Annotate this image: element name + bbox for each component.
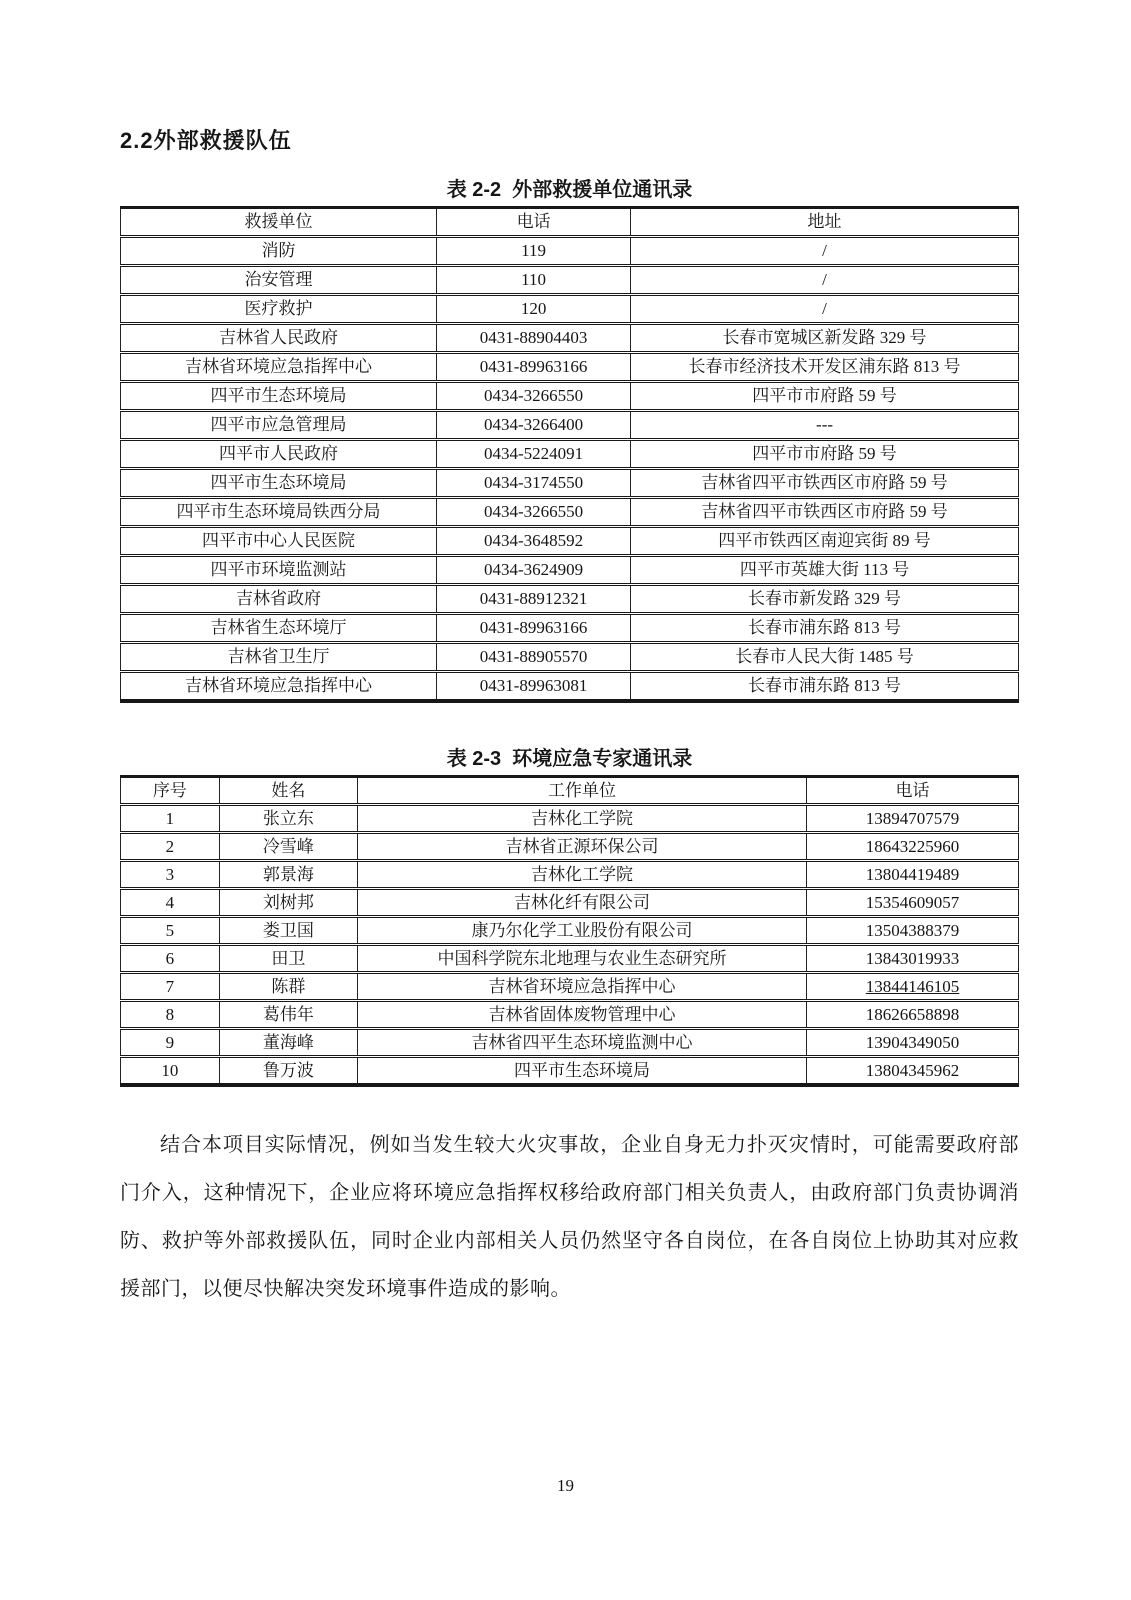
table-cell: 0434-3624909 <box>437 556 631 585</box>
table-cell: 陈群 <box>219 973 357 1001</box>
table-cell: 4 <box>121 889 220 917</box>
table-cell: 吉林省四平市铁西区市府路 59 号 <box>631 469 1019 498</box>
table-cell: 吉林省四平生态环境监测中心 <box>358 1029 807 1057</box>
table-cell: 长春市浦东路 813 号 <box>631 614 1019 643</box>
table-cell: 吉林省四平市铁西区市府路 59 号 <box>631 498 1019 527</box>
table-cell: 1 <box>121 805 220 833</box>
external-rescue-units-table <box>120 206 1019 703</box>
table-cell: 120 <box>437 295 631 324</box>
table-cell: / <box>631 266 1019 295</box>
table-cell: 6 <box>121 945 220 973</box>
section-heading: 2.2外部救援队伍 <box>120 128 292 153</box>
table-row <box>121 833 1019 861</box>
table-cell: 0434-3266550 <box>437 382 631 411</box>
table-row <box>121 889 1019 917</box>
table-cell: 董海峰 <box>219 1029 357 1057</box>
table-cell: 四平市中心人民医院 <box>121 527 437 556</box>
table-cell: 田卫 <box>219 945 357 973</box>
table-cell: 四平市生态环境局 <box>121 469 437 498</box>
table-cell: 0431-89963166 <box>437 353 631 382</box>
table-cell: 0434-3174550 <box>437 469 631 498</box>
table-cell: 吉林化工学院 <box>358 861 807 889</box>
table-cell: 0431-88912321 <box>437 585 631 614</box>
table-cell: 四平市铁西区南迎宾街 89 号 <box>631 527 1019 556</box>
column-header: 电话 <box>437 208 631 237</box>
table-cell: 四平市市府路 59 号 <box>631 440 1019 469</box>
table-cell: 医疗救护 <box>121 295 437 324</box>
table-cell: 四平市生态环境局铁西分局 <box>121 498 437 527</box>
table-row <box>121 498 1019 527</box>
table-cell: 长春市经济技术开发区浦东路 813 号 <box>631 353 1019 382</box>
table-cell: 7 <box>121 973 220 1001</box>
underlined-phone: 13844146105 <box>865 977 960 996</box>
column-header: 救援单位 <box>121 208 437 237</box>
table-cell: 刘树邦 <box>219 889 357 917</box>
table-cell: 0434-5224091 <box>437 440 631 469</box>
table-row <box>121 1001 1019 1029</box>
table-cell: 3 <box>121 861 220 889</box>
table-row <box>121 237 1019 266</box>
table-2-2-caption: 表 2-2 外部救援单位通讯录 <box>446 179 693 201</box>
table-row <box>121 861 1019 889</box>
table-cell: 13804345962 <box>807 1057 1019 1086</box>
table-cell: 吉林省生态环境厅 <box>121 614 437 643</box>
table-cell: 吉林省环境应急指挥中心 <box>121 672 437 702</box>
table-cell: 张立东 <box>219 805 357 833</box>
table-cell: 郭景海 <box>219 861 357 889</box>
table-row <box>121 805 1019 833</box>
table-cell: / <box>631 237 1019 266</box>
table-cell: 四平市生态环境局 <box>121 382 437 411</box>
table-cell: 吉林省卫生厅 <box>121 643 437 672</box>
table-cell: 18626658898 <box>807 1001 1019 1029</box>
table-row <box>121 411 1019 440</box>
table-cell: 长春市新发路 329 号 <box>631 585 1019 614</box>
table-cell: 5 <box>121 917 220 945</box>
table-cell: 10 <box>121 1057 220 1086</box>
table-row <box>121 643 1019 672</box>
table-cell: 四平市生态环境局 <box>358 1057 807 1086</box>
table-cell: 0434-3266550 <box>437 498 631 527</box>
table-cell: 吉林省政府 <box>121 585 437 614</box>
table-cell: 吉林省环境应急指挥中心 <box>121 353 437 382</box>
table-row <box>121 353 1019 382</box>
table-cell: 吉林省正源环保公司 <box>358 833 807 861</box>
column-header: 工作单位 <box>358 777 807 805</box>
table-row <box>121 585 1019 614</box>
table-cell: 长春市浦东路 813 号 <box>631 672 1019 702</box>
table-row <box>121 527 1019 556</box>
table-cell: 15354609057 <box>807 889 1019 917</box>
table-cell: 吉林省固体废物管理中心 <box>358 1001 807 1029</box>
table-cell: 四平市市府路 59 号 <box>631 382 1019 411</box>
table-cell: 13904349050 <box>807 1029 1019 1057</box>
table-cell: 四平市人民政府 <box>121 440 437 469</box>
column-header: 地址 <box>631 208 1019 237</box>
page-number: 19 <box>557 1476 574 1495</box>
table-cell: 四平市环境监测站 <box>121 556 437 585</box>
table-row <box>121 917 1019 945</box>
column-header: 序号 <box>121 777 220 805</box>
table-cell: / <box>631 295 1019 324</box>
table-row <box>121 469 1019 498</box>
table-cell: 吉林化工学院 <box>358 805 807 833</box>
table-cell: 0431-88904403 <box>437 324 631 353</box>
table-row <box>121 295 1019 324</box>
body-paragraph: 结合本项目实际情况，例如当发生较大火灾事故，企业自身无力扑灭灾情时，可能需要政府部门介入，这种情况下，企业应将环境应急指挥权移给政府部门相关负责人，由政府部门负责协调消防、救护等外部救援队伍，同时企业内部相关人员仍然坚守各自岗位，在各自岗位上协助其对应救援部门，以便尽快解决突发环境事件造成的影响。 <box>120 1134 1019 1300</box>
emergency-experts-table <box>120 775 1019 1087</box>
table-row <box>121 556 1019 585</box>
table-cell: 消防 <box>121 237 437 266</box>
table-header-row <box>121 208 1019 237</box>
table-cell: 治安管理 <box>121 266 437 295</box>
table-cell: 葛伟年 <box>219 1001 357 1029</box>
table-cell <box>807 973 1019 1001</box>
table-cell: 119 <box>437 237 631 266</box>
table-cell: 2 <box>121 833 220 861</box>
table-cell: 9 <box>121 1029 220 1057</box>
table-row <box>121 440 1019 469</box>
table-cell: 中国科学院东北地理与农业生态研究所 <box>358 945 807 973</box>
table-row <box>121 614 1019 643</box>
table-cell: 13504388379 <box>807 917 1019 945</box>
page-content <box>120 0 1019 1313</box>
table-row <box>121 1029 1019 1057</box>
table-cell: 康乃尔化学工业股份有限公司 <box>358 917 807 945</box>
table-header-row <box>121 777 1019 805</box>
table-cell: 长春市人民大街 1485 号 <box>631 643 1019 672</box>
table-cell: 吉林化纤有限公司 <box>358 889 807 917</box>
table-cell: 四平市应急管理局 <box>121 411 437 440</box>
table-row <box>121 382 1019 411</box>
table-cell: 110 <box>437 266 631 295</box>
table-cell: 13894707579 <box>807 805 1019 833</box>
table-cell: 娄卫国 <box>219 917 357 945</box>
table-cell: 0434-3266400 <box>437 411 631 440</box>
table-row <box>121 324 1019 353</box>
table-cell: 吉林省环境应急指挥中心 <box>358 973 807 1001</box>
table-cell: 鲁万波 <box>219 1057 357 1086</box>
table-cell: --- <box>631 411 1019 440</box>
table-row <box>121 266 1019 295</box>
table-cell: 0431-89963166 <box>437 614 631 643</box>
table-2-3-caption: 表 2-3 环境应急专家通讯录 <box>446 748 693 770</box>
table-cell: 冷雪峰 <box>219 833 357 861</box>
table-cell: 长春市宽城区新发路 329 号 <box>631 324 1019 353</box>
table-cell: 8 <box>121 1001 220 1029</box>
table-cell: 13804419489 <box>807 861 1019 889</box>
table-cell: 18643225960 <box>807 833 1019 861</box>
table-row <box>121 973 1019 1001</box>
column-header: 姓名 <box>219 777 357 805</box>
table-row <box>121 1057 1019 1086</box>
column-header: 电话 <box>807 777 1019 805</box>
table-cell: 0431-89963081 <box>437 672 631 702</box>
table-cell: 13843019933 <box>807 945 1019 973</box>
table-cell: 0434-3648592 <box>437 527 631 556</box>
table-row <box>121 672 1019 702</box>
table-cell: 四平市英雄大街 113 号 <box>631 556 1019 585</box>
table-cell: 吉林省人民政府 <box>121 324 437 353</box>
table-row <box>121 945 1019 973</box>
table-cell: 0431-88905570 <box>437 643 631 672</box>
